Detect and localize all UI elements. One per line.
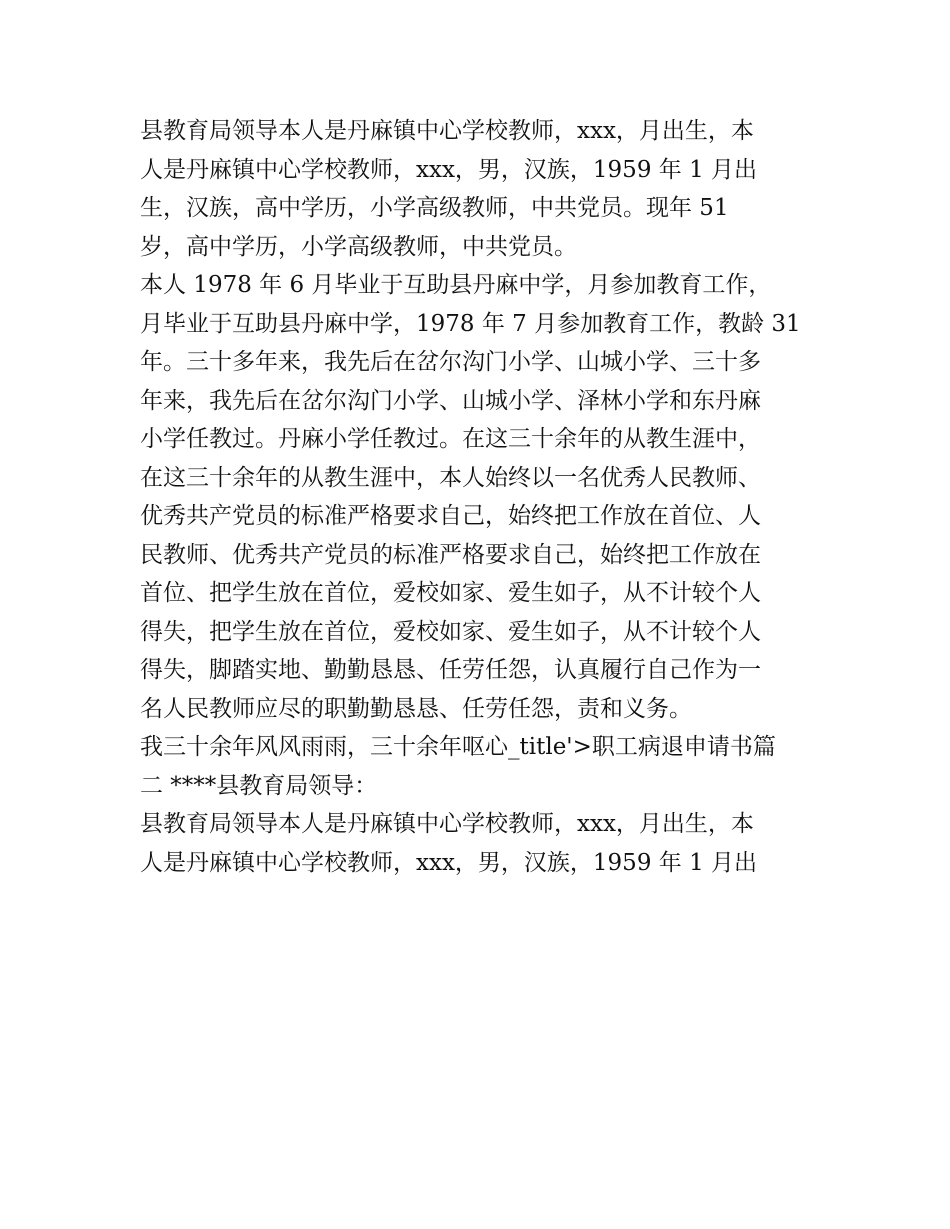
text-line: 月毕业于互助县丹麻中学，1978 年 7 月参加教育工作，教龄 31 (140, 310, 801, 337)
text-line: 生，汉族，高中学历，小学高级教师，中共党员。现年 51 (140, 195, 729, 221)
text-line: 名人民教师应尽的职勤勤恳恳、任劳任怨，责和义务。 (140, 695, 692, 722)
text-line: 得失，把学生放在首位，爱校如家、爱生如子，从不计较个人 (140, 618, 761, 645)
text-line: 首位、把学生放在首位，爱校如家、爱生如子，从不计较个人 (140, 580, 761, 606)
text-line: 民教师、优秀共产党员的标准严格要求自己，始终把工作放在 (140, 541, 761, 568)
text-line: 二 ****县教育局领导： (140, 772, 378, 799)
document-body (140, 112, 820, 882)
text-line: 岁，高中学历，小学高级教师，中共党员。 (140, 233, 577, 260)
text-line: 人是丹麻镇中心学校教师，xxx，男，汉族，1959 年 1 月出 (140, 156, 758, 183)
text-line: 人是丹麻镇中心学校教师，xxx，男，汉族，1959 年 1 月出 (140, 849, 758, 876)
text-line: 优秀共产党员的标准严格要求自己，始终把工作放在首位、人 (140, 503, 761, 529)
text-line: 得失，脚踏实地、勤勤恳恳、任劳任怨，认真履行自己作为一 (140, 657, 761, 683)
text-line: 年。三十多年来，我先后在岔尔沟门小学、山城小学、三十多 (140, 349, 761, 375)
text-line: 县教育局领导本人是丹麻镇中心学校教师，xxx，月出生，本 (140, 118, 754, 144)
text-line: 在这三十余年的从教生涯中，本人始终以一名优秀人民教师、 (140, 464, 761, 491)
text-line: 年来，我先后在岔尔沟门小学、山城小学、泽林小学和东丹麻 (140, 387, 761, 414)
text-line: 本人 1978 年 6 月毕业于互助县丹麻中学，月参加教育工作， (140, 272, 772, 298)
text-line: 我三十余年风风雨雨，三十余年呕心_title'>职工病退申请书篇 (140, 734, 776, 760)
text-line: 县教育局领导本人是丹麻镇中心学校教师，xxx，月出生，本 (140, 811, 754, 837)
text-line: 小学任教过。丹麻小学任教过。在这三十余年的从教生涯中， (140, 426, 761, 452)
